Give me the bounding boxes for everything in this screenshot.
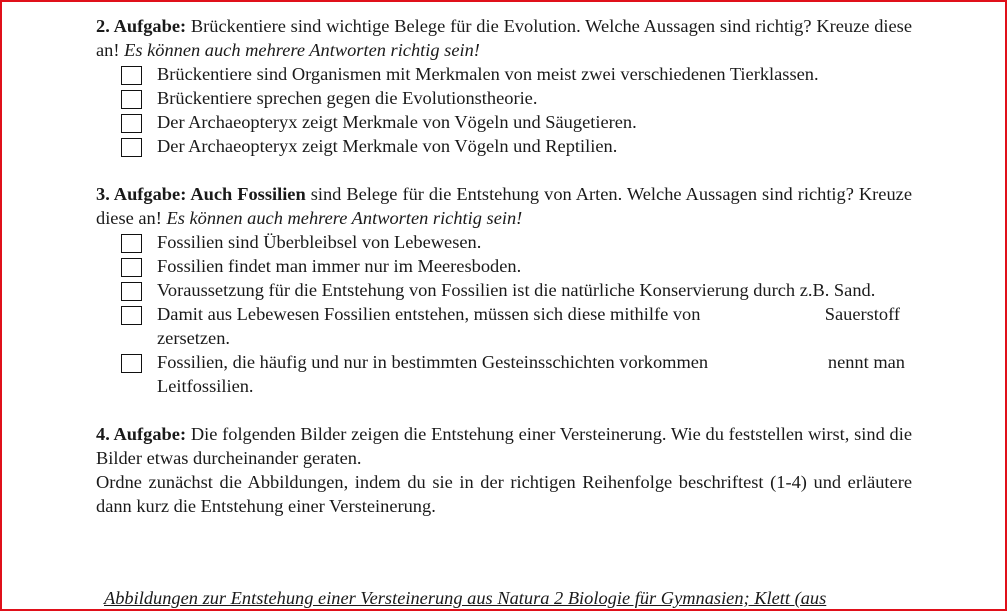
checkbox[interactable] [121,138,142,157]
task2-option-3 [96,110,912,134]
option-label: Brückentiere sind Organismen mit Merkmalen von meist zwei verschiedenen Tierklassen. [157,64,819,84]
task3-intro [96,182,912,230]
task2-option-2 [96,86,912,110]
task3-intro-text: sind Belege für die Entstehung von Arten. Welche Aussagen sind richtig? Kreuze diese an! [96,184,912,228]
worksheet [96,14,912,518]
task4-heading: 4. Aufgabe: [96,424,187,444]
task2-heading: 2. Aufgabe: [96,16,187,36]
checkbox[interactable] [121,306,142,325]
checkbox[interactable] [121,90,142,109]
task3-option-5 [96,350,912,398]
task3-heading: 3. Aufgabe: Auch Fossilien [96,184,306,204]
option-label-end: Leitfossilien. [157,376,254,396]
task2-intro-text: Brückentiere sind wichtige Belege für die Evolution. Welche Aussagen sind richtig? Kreuze diese an! [96,16,912,60]
task2-hint: Es können auch mehrere Antworten richtig sein! [124,40,480,60]
task3-option-2 [96,254,912,278]
option-label: Brückentiere sprechen gegen die Evolutionstheorie. [157,88,538,108]
task3-hint: Es können auch mehrere Antworten richtig sein! [166,208,523,228]
checkbox[interactable] [121,354,142,373]
option-label: Der Archaeopteryx zeigt Merkmale von Vögeln und Säugetieren. [157,112,637,132]
checkbox[interactable] [121,114,142,133]
option-label: Damit aus Lebewesen Fossilien entstehen, müssen sich diese mithilfe von [157,304,701,324]
figure-caption: Abbildungen zur Entstehung einer Versteinerung aus Natura 2 Biologie für Gymnasien; Klett (aus [104,588,827,608]
option-label-end: zersetzen. [157,328,230,348]
option-label: Der Archaeopteryx zeigt Merkmale von Vögeln und Reptilien. [157,136,618,156]
checkbox[interactable] [121,258,142,277]
option-label: Fossilien sind Überbleibsel von Lebewesen. [157,232,482,252]
option-label: Fossilien, die häufig und nur in bestimmten Gesteinsschichten vorkommen [157,352,709,372]
task4-intro [96,422,912,470]
option-blank-word: nennt man [827,352,905,372]
checkbox[interactable] [121,282,142,301]
task3-option-4 [96,302,912,350]
task4-text-1: Die folgenden Bilder zeigen die Entstehung einer Versteinerung. Wie du feststellen wirst, sind die Bilder etwas durcheinander geraten. [96,424,912,468]
checkbox[interactable] [121,66,142,85]
task3-option-3 [96,278,912,302]
task4-instruction: Ordne zunächst die Abbildungen, indem du sie in der richtigen Reihenfolge beschriftest (1-4) und erläutere dann kurz die Entstehung einer Versteinerung. [96,472,912,516]
option-line [157,350,912,374]
checkbox[interactable] [121,234,142,253]
task2-option-4 [96,134,912,158]
task2-intro [96,14,912,62]
option-blank-word: Sauerstoff [824,304,900,324]
option-label: Voraussetzung für die Entstehung von Fossilien ist die natürliche Konservierung durch z.B. Sand. [157,280,876,300]
option-label: Fossilien findet man immer nur im Meeresboden. [157,256,522,276]
option-line [157,302,912,326]
task3-option-1 [96,230,912,254]
task2-option-1 [96,62,912,86]
